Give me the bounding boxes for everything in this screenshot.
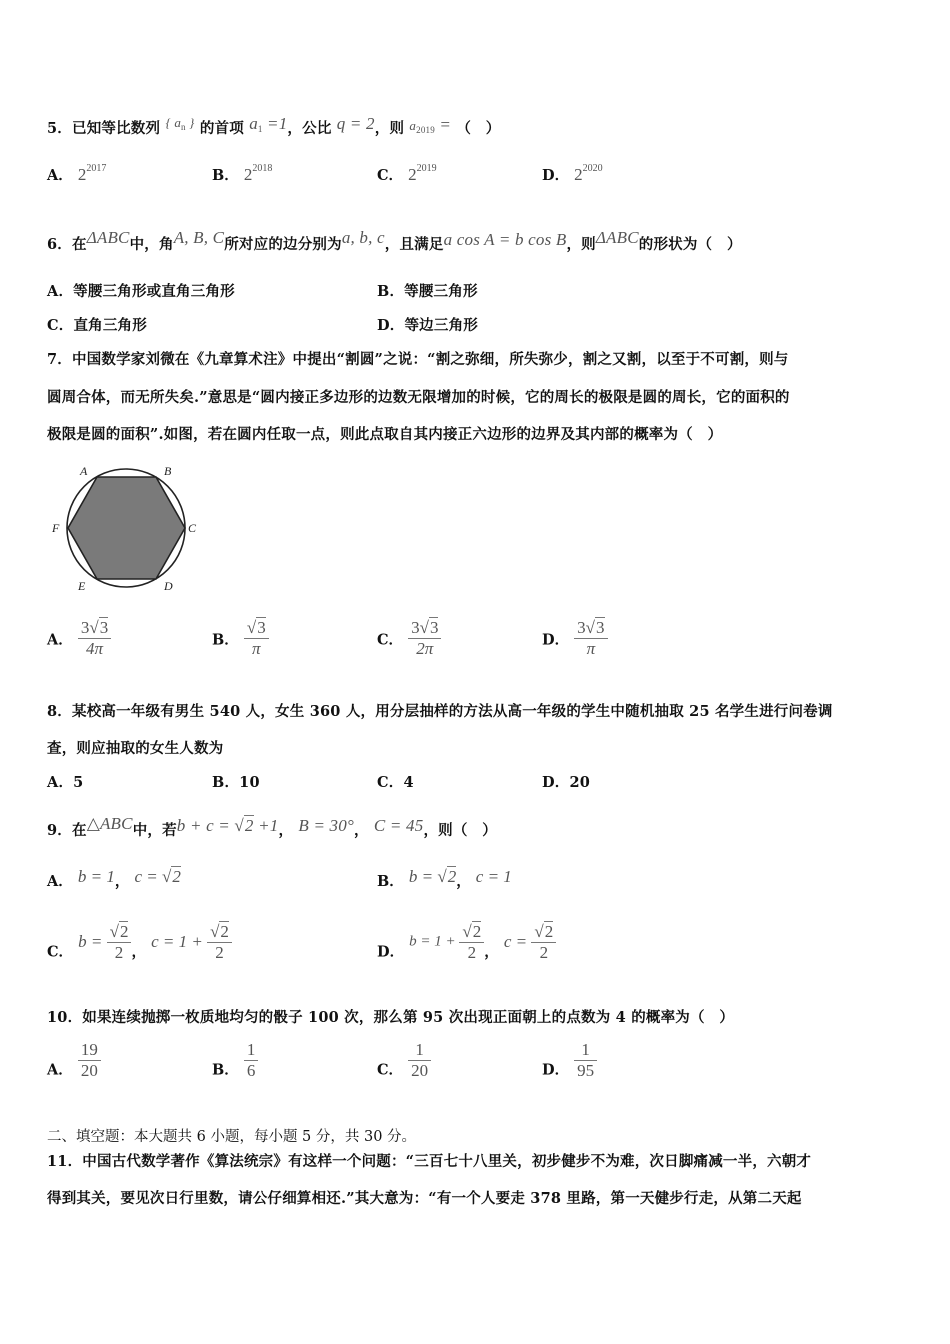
inscribed-hexagon — [68, 477, 185, 579]
vertex-label-c: C — [188, 521, 197, 535]
q11-line-1: 11．中国古代数学著作《算法统宗》有这样一个问题：“三百七十八里关，初步健步不为难，次日脚痛减一半，六朝才 — [47, 1153, 812, 1170]
angles-abc: A, B, C — [173, 228, 225, 247]
q5-option-b[interactable]: B． $2^{2018}$ — [212, 163, 273, 184]
condition: a cos A = b cos B — [443, 230, 567, 249]
q8-line-1: 8．某校高一年级有男生 540 人，女生 360 人，用分层抽样的方法从高一年级的学生中随机抽取 25 名学生进行问卷调 — [47, 703, 833, 720]
section-heading: 二、填空题：本大题共 6 小题，每小题 5 分，共 30 分。 — [47, 1129, 417, 1145]
question-text: ，且满足 — [384, 236, 444, 253]
q8-line-2: 查，则应抽取的女生人数为 — [47, 740, 224, 757]
question-text: 的首项 — [199, 120, 244, 137]
q10-option-a[interactable]: A． $\frac{19}{20}$ — [47, 1040, 101, 1080]
question-6 — [47, 228, 742, 254]
angle-c: C = 45 — [373, 816, 424, 835]
question-text: 中，角 — [129, 236, 174, 253]
question-number: 9． — [47, 822, 72, 839]
answer-paren: （ ） — [456, 120, 501, 137]
q11-line-2: 得到其关，要见次日行里数，请公仔细算相还.”其大意为：“有一个人要走 378 里路，第一天健步行走，从第二天起 — [47, 1190, 802, 1207]
triangle-abc: ΔABC — [86, 228, 130, 247]
question-text: ，则 — [566, 236, 596, 253]
vertex-label-f: F — [52, 521, 60, 535]
sides-abc: a, b, c — [341, 228, 385, 247]
q6-option-c[interactable]: C．直角三角形 — [47, 317, 147, 334]
q6-option-d[interactable]: D．等边三角形 — [377, 317, 478, 334]
question-text: ，公比 — [287, 120, 332, 137]
q8-option-a[interactable]: A．5 — [47, 774, 84, 791]
term-a2019: $a_{2019}$ = — [409, 115, 452, 135]
q5-option-c[interactable]: C． $2^{2019}$ — [377, 163, 437, 184]
q7-line-3: 极限是圆的面积”.如图，若在圆内任取一点，则此点取自其内接正六边形的边界及其内部的概率为（ ） — [47, 426, 723, 443]
q8-option-c[interactable]: C．4 — [377, 774, 414, 791]
question-9: 9．在△ABC中，若b + c = √2 +1， B = 30°， C = 45，则（ ） — [47, 814, 497, 839]
triangle-abc: ΔABC — [595, 228, 639, 247]
q9-option-a[interactable]: A． b = 1， c = √2 — [47, 867, 181, 890]
angle-b: B = 30° — [298, 816, 354, 835]
q5-option-a[interactable]: A． $2^{2017}$ — [47, 163, 107, 184]
question-10: 10．如果连续抛掷一枚质地均匀的骰子 100 次，那么第 95 次出现正面朝上的点数为 4 的概率为（ ） — [47, 1009, 735, 1026]
question-text: 中，若 — [132, 822, 177, 839]
q9-option-d[interactable]: D． b = 1 + $\frac{√2}{2}$ ， c = $\frac{√2}{2}$ — [377, 922, 556, 962]
ratio-q: q = 2 — [336, 114, 375, 133]
side-condition: b + c = √2 +1 — [176, 816, 279, 835]
q7-line-2: 圆周合体，而无所失矣.”意思是“圆内接正多边形的边数无限增加的时候，它的周长的极限是圆的周长，它的面积的 — [47, 389, 790, 406]
hexagon-in-circle-figure — [50, 460, 200, 595]
q8-option-b[interactable]: B．10 — [212, 774, 260, 791]
q8-option-d[interactable]: D．20 — [542, 774, 591, 791]
vertex-label-d: D — [164, 579, 173, 593]
question-text: 的形状为（ ） — [638, 236, 742, 253]
vertex-label-b: B — [164, 464, 172, 478]
q10-option-b[interactable]: B． $\frac{1}{6}$ — [212, 1040, 258, 1080]
question-text: ，则 — [374, 120, 405, 137]
vertex-label-a: A — [80, 464, 88, 478]
q7-line-1: 7．中国数学家刘微在《九章算术注》中提出“割圆”之说：“割之弥细，所失弥少，割之又割，以至于不可割，则与 — [47, 351, 789, 368]
question-text: ，则（ ） — [423, 822, 497, 839]
question-text: 在 — [72, 822, 87, 839]
q6-option-a[interactable]: A．等腰三角形或直角三角形 — [47, 283, 235, 300]
q10-option-c[interactable]: C． $\frac{1}{20}$ — [377, 1040, 431, 1080]
vertex-label-e: E — [78, 579, 86, 593]
question-number: 5． — [47, 120, 72, 137]
question-number: 6． — [47, 236, 72, 253]
question-text: 在 — [72, 236, 87, 253]
question-text: 所对应的边分别为 — [224, 236, 342, 253]
q6-option-b[interactable]: B．等腰三角形 — [377, 283, 478, 300]
q7-option-a[interactable]: A． $\frac{3√3}{4\pi}$ — [47, 618, 111, 658]
q7-option-c[interactable]: C． $\frac{3√3}{2\pi}$ — [377, 618, 441, 658]
q7-option-d[interactable]: D． $\frac{3√3}{\pi}$ — [542, 618, 608, 658]
sequence-an: { $a_n$ } — [165, 115, 195, 132]
q7-option-b[interactable]: B． $\frac{√3}{\pi}$ — [212, 618, 269, 658]
question-5 — [47, 114, 500, 138]
q10-option-d[interactable]: D． $\frac{1}{95}$ — [542, 1040, 597, 1080]
q9-option-b[interactable]: B． b = √2， c = 1 — [377, 867, 512, 890]
q9-option-c[interactable]: C． b = $\frac{√2}{2}$ ， c = 1 + $\frac{√2}{2}$ — [47, 922, 232, 962]
triangle-abc: △ABC — [86, 814, 133, 833]
q5-option-d[interactable]: D． $2^{2020}$ — [542, 163, 603, 184]
question-text: 已知等比数列 — [72, 120, 161, 137]
first-term: $a_1 =1$ — [249, 114, 288, 134]
